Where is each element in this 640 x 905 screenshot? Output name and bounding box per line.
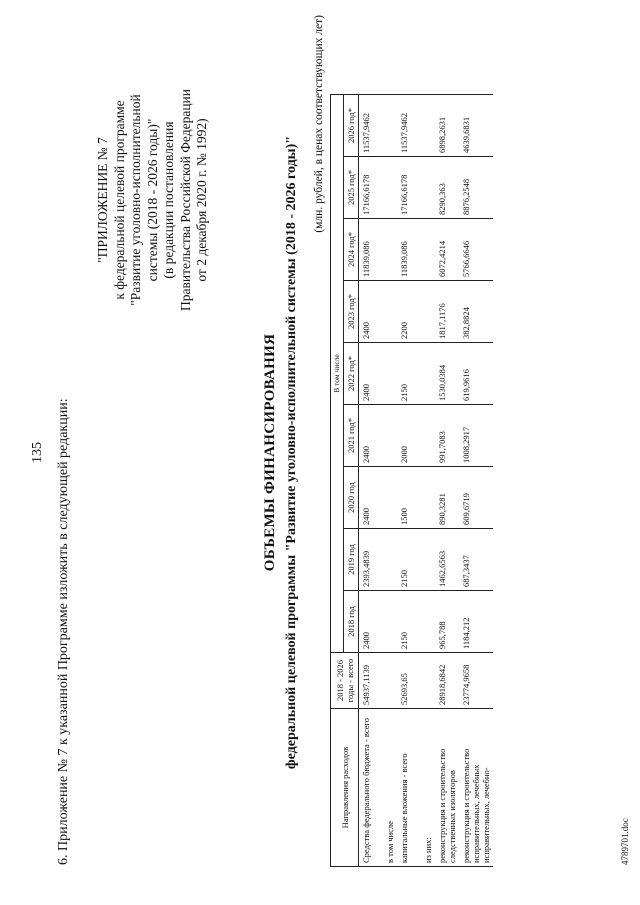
cell-total: 23774,9658 [459, 653, 493, 709]
cell-value: 2393,4839 [359, 529, 384, 591]
cell-value: 1817,1176 [435, 281, 459, 343]
cell-value: 687,3437 [459, 529, 493, 591]
appendix-line: к федеральной целевой программе [111, 100, 127, 300]
intro-paragraph: 6. Приложение № 7 к указанной Программе изложить в следующей редакции: [56, 398, 71, 865]
document-title: ОБЪЕМЫ ФИНАНСИРОВАНИЯ [262, 333, 278, 572]
cell-value: 6072,4214 [435, 219, 459, 281]
cell-value: 11839,086 [359, 219, 384, 281]
header-year: 2019 год [344, 529, 359, 591]
cell-value: 991,7083 [435, 405, 459, 467]
header-year: 2026 год* [344, 95, 359, 157]
row-label: из них: [421, 709, 435, 867]
cell-total: 52693,65 [397, 653, 421, 709]
header-year: 2023 год* [344, 281, 359, 343]
cell-total: 28918,6842 [435, 653, 459, 709]
cell-value: 17166,6178 [359, 157, 384, 219]
header-total: 2018 - 2026 годы - всего [331, 653, 359, 709]
row-label: Средства федерального бюджета - всего [359, 709, 384, 867]
appendix-line: системы (2018 - 2026 годы)" [144, 118, 160, 282]
cell-value: 5766,6646 [459, 219, 493, 281]
header-year: 2022 год* [344, 343, 359, 405]
cell-value: 890,3281 [435, 467, 459, 529]
header-including: В том числе [331, 95, 344, 653]
header-year: 2018 год [344, 591, 359, 653]
cell-value: 2200 [397, 281, 421, 343]
cell-value: 2400 [359, 467, 384, 529]
cell-value: 2150 [397, 529, 421, 591]
appendix-line: "ПРИЛОЖЕНИЕ № 7 [95, 137, 110, 263]
cell-value: 11537,9462 [397, 95, 421, 157]
row-label: реконструкция и строительство следственных изоляторов [435, 709, 459, 867]
header-direction: Направления расходов [331, 709, 359, 867]
table-row [359, 95, 384, 867]
table-row [421, 95, 435, 867]
row-label: капитальные вложения - всего [397, 709, 421, 867]
cell-value: 8876,2548 [459, 157, 493, 219]
footer-file-code: 4789701.doc [620, 818, 630, 865]
row-label: в том числе [383, 709, 397, 867]
header-year: 2020 год [344, 467, 359, 529]
document-subtitle: федеральной целевой программы "Развитие уголовно-исполнительной системы (2018 - 2026 годы)" [284, 135, 299, 770]
cell-value: 6898,2631 [435, 95, 459, 157]
cell-value: 1500 [397, 467, 421, 529]
cell-value: 1462,6563 [435, 529, 459, 591]
cell-value: 382,8824 [459, 281, 493, 343]
row-label: реконструкция и строительство исправительных, лечебных исправительных, лечебно- [459, 709, 493, 867]
table-row [459, 95, 493, 867]
cell-value: 2400 [359, 281, 384, 343]
appendix-line: от 2 декабря 2020 г. № 1992) [194, 118, 209, 282]
page-number: 135 [30, 442, 45, 463]
cell-total: 54937,1139 [359, 653, 384, 709]
appendix-line: (в редакции постановления [161, 121, 176, 279]
cell-value: 8290,363 [435, 157, 459, 219]
cell-value: 609,6719 [459, 467, 493, 529]
cell-value: 2000 [397, 405, 421, 467]
cell-value: 2400 [359, 343, 384, 405]
cell-value: 1530,0384 [435, 343, 459, 405]
cell-value: 17166,6178 [397, 157, 421, 219]
funding-table [330, 94, 493, 867]
cell-value: 2150 [397, 343, 421, 405]
cell-value: 11537,9462 [359, 95, 384, 157]
appendix-header [95, 35, 211, 365]
cell-value: 11839,086 [397, 219, 421, 281]
header-year: 2025 год* [344, 157, 359, 219]
appendix-line: "Развитие уголовно-исполнительной [128, 94, 143, 306]
cell-value: 2400 [359, 591, 384, 653]
table-row [383, 95, 397, 867]
header-year: 2024 год* [344, 219, 359, 281]
cell-value: 4639,6831 [459, 95, 493, 157]
table-row [435, 95, 459, 867]
cell-value: 965,788 [435, 591, 459, 653]
header-year: 2021 год* [344, 405, 359, 467]
cell-value: 1184,212 [459, 591, 493, 653]
header-row [331, 95, 344, 867]
cell-value: 2150 [397, 591, 421, 653]
cell-value: 2400 [359, 405, 384, 467]
units-note: (млн. рублей, в ценах соответствующих лет) [313, 15, 325, 233]
cell-value: 619,9616 [459, 343, 493, 405]
table-row [397, 95, 421, 867]
cell-value: 1008,2917 [459, 405, 493, 467]
appendix-line: Правительства Российской Федерации [177, 89, 193, 311]
